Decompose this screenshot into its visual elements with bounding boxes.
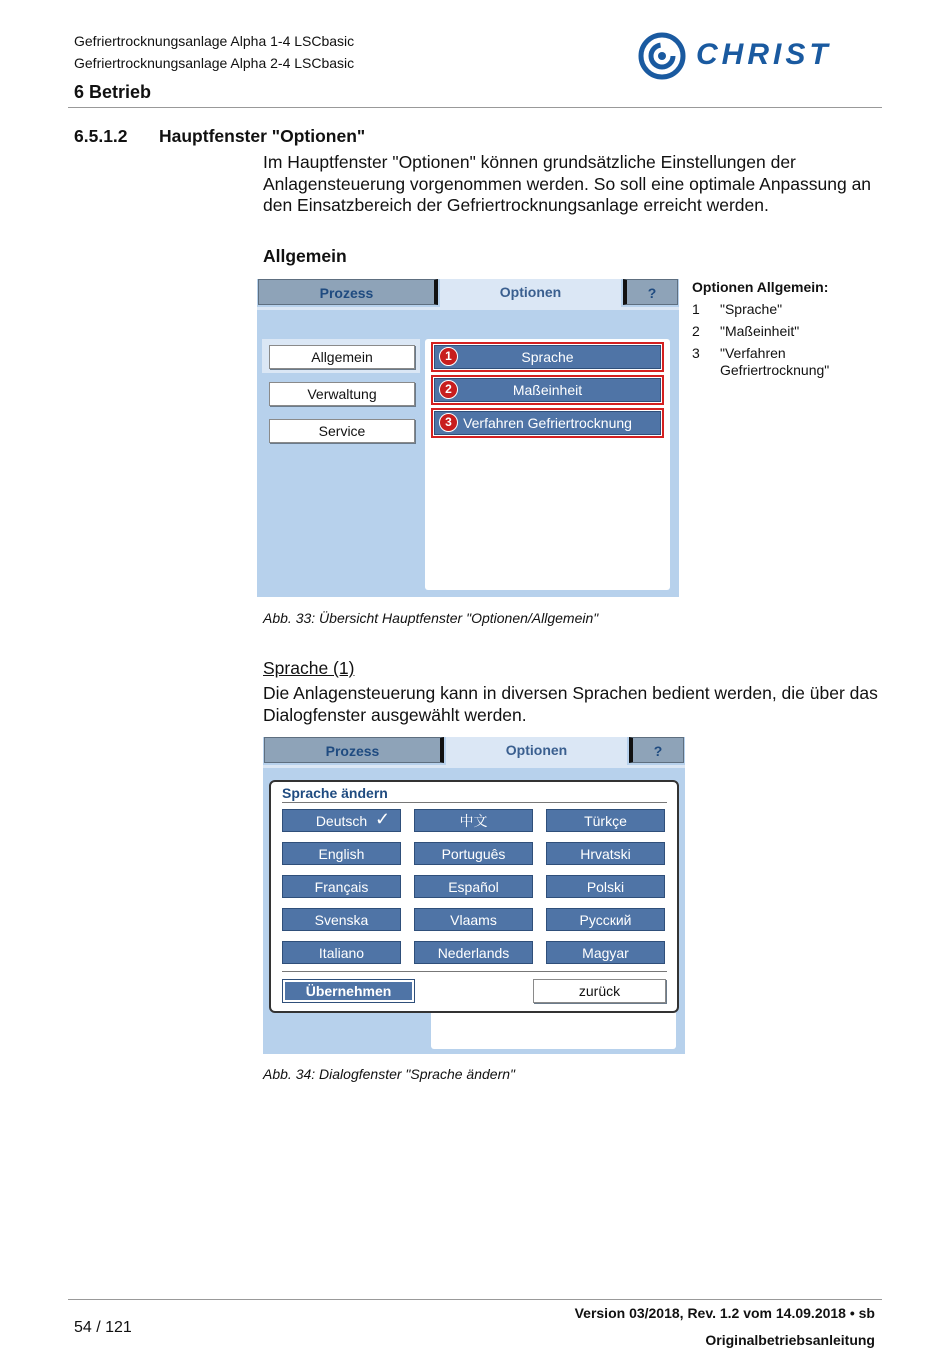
sprache-dialog	[269, 780, 679, 1013]
lang-label-deutsch: Deutsch	[315, 813, 368, 829]
marker-1: 1	[439, 347, 458, 366]
header-line-2: Gefriertrocknungsanlage Alpha 2-4 LSCbasic	[74, 55, 355, 71]
category-allgemein-button[interactable]: Allgemein	[269, 345, 415, 369]
marker-3: 3	[439, 413, 458, 432]
lang-button-polski[interactable]: Polski	[546, 875, 665, 898]
dialog-title: Sprache ändern	[282, 785, 388, 801]
logo-text: CHRIST	[696, 38, 832, 71]
legend-num-1: 1	[692, 301, 700, 317]
sprache-screen	[263, 737, 685, 1054]
lang-button-english[interactable]: English	[282, 842, 401, 865]
chapter-title: 6 Betrieb	[74, 82, 152, 102]
sprache-heading: Sprache (1)	[263, 658, 355, 678]
footer-version: Version 03/2018, Rev. 1.2 vom 14.09.2018 • sb	[574, 1305, 875, 1321]
lang-button-vlaams[interactable]: Vlaams	[414, 908, 533, 931]
back-button[interactable]: zurück	[533, 979, 666, 1003]
section-number: 6.5.1.2	[74, 126, 128, 146]
lang-button-magyar[interactable]: Magyar	[546, 941, 665, 964]
header-divider	[68, 107, 882, 108]
marker-2: 2	[439, 380, 458, 399]
legend-title: Optionen Allgemein:	[692, 279, 829, 295]
apply-button-label: Übernehmen	[285, 982, 412, 1000]
lang-button-francais[interactable]: Français	[282, 875, 401, 898]
lang-button-turkce[interactable]: Türkçe	[546, 809, 665, 832]
lang-button-chinese[interactable]: 中文	[414, 809, 533, 832]
tab-optionen[interactable]: Optionen	[440, 279, 621, 307]
lang-button-russian[interactable]: Русский	[546, 908, 665, 931]
footer-divider	[68, 1299, 882, 1300]
masseinheit-button[interactable]: Maßeinheit	[434, 378, 661, 402]
legend-num-3: 3	[692, 345, 700, 361]
legend-num-2: 2	[692, 323, 700, 339]
section-title: Hauptfenster "Optionen"	[159, 126, 366, 146]
allgemein-heading: Allgemein	[263, 246, 347, 266]
legend-text-1: "Sprache"	[720, 301, 783, 317]
dialog-title-divider	[282, 802, 667, 803]
tab-underline	[257, 307, 679, 310]
footer-doc-type: Originalbetriebsanleitung	[705, 1332, 875, 1348]
category-verwaltung-button[interactable]: Verwaltung	[269, 382, 415, 406]
lang-button-italiano[interactable]: Italiano	[282, 941, 401, 964]
lang-button-espanol[interactable]: Español	[414, 875, 533, 898]
lang-button-svenska[interactable]: Svenska	[282, 908, 401, 931]
optionen-screen	[257, 279, 679, 597]
caption-abb-33: Abb. 33: Übersicht Hauptfenster "Optionen/Allgemein"	[263, 610, 599, 626]
lang-button-hrvatski[interactable]: Hrvatski	[546, 842, 665, 865]
category-service-button[interactable]: Service	[269, 419, 415, 443]
section-intro: Im Hauptfenster "Optionen" können grundsätzliche Einstellungen der Anlagensteuerung vorgenommen werden. So soll eine optimale Anpassung an den Einsatzbereich der Gefriertrocknungsanlage erreicht werden.	[263, 152, 872, 215]
tab-help[interactable]: ?	[623, 279, 678, 305]
header-line-1: Gefriertrocknungsanlage Alpha 1-4 LSCbasic	[74, 33, 355, 49]
check-icon: ✓	[375, 809, 391, 829]
christ-logo	[638, 32, 878, 82]
sprache-text: Die Anlagensteuerung kann in diversen Sprachen bedient werden, die über das Dialogfenster ausgewählt werden.	[263, 683, 878, 725]
legend-text-2: "Maßeinheit"	[720, 323, 800, 339]
apply-button[interactable]	[282, 979, 415, 1003]
verfahren-button[interactable]: Verfahren Gefriertrocknung	[434, 411, 661, 435]
tab-prozess[interactable]: Prozess	[258, 279, 438, 305]
caption-abb-34: Abb. 34: Dialogfenster "Sprache ändern"	[263, 1066, 515, 1082]
tab-prozess-2[interactable]: Prozess	[264, 737, 444, 763]
background-panel	[431, 1007, 676, 1049]
tab-underline-2	[263, 765, 685, 768]
lang-button-portugues[interactable]: Português	[414, 842, 533, 865]
sprache-button[interactable]: Sprache	[434, 345, 661, 369]
lang-button-nederlands[interactable]: Nederlands	[414, 941, 533, 964]
legend-text-3: "Verfahren Gefriertrocknung"	[720, 345, 830, 378]
page-number: 54 / 121	[74, 1319, 132, 1336]
tab-help-2[interactable]: ?	[629, 737, 684, 763]
tab-optionen-2[interactable]: Optionen	[446, 737, 627, 765]
dialog-button-divider	[282, 971, 667, 972]
